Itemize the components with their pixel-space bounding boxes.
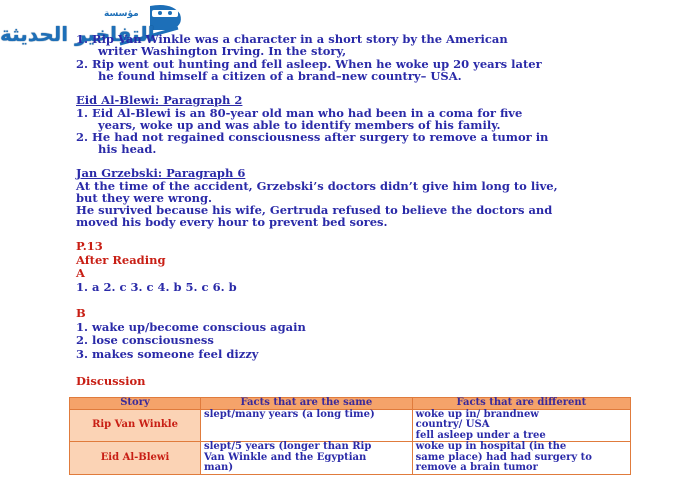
header-story: Story xyxy=(70,398,201,410)
after-reading-title: After Reading xyxy=(76,253,166,267)
table-header-row xyxy=(70,398,631,410)
cell-line: man) xyxy=(204,462,234,473)
row-same-cell xyxy=(201,409,413,442)
eid-item-2-line-1: 2. He had not regained consciousness after surgery to remove a tumor in xyxy=(76,130,549,144)
cell-line: slept/many years (a long time) xyxy=(204,408,375,420)
jan-paragraph-1-line-1: At the time of the accident, Grzebski’s doctors didn’t give him long to live, xyxy=(76,179,558,193)
intro-item-1-line-2: writer Washington Irving. In the story, xyxy=(98,44,347,58)
jan-paragraph-1-line-2: but they were wrong. xyxy=(76,191,213,205)
cell-line: slept/5 years (longer than Rip xyxy=(204,441,372,452)
header-same: Facts that are the same xyxy=(201,398,413,410)
eid-heading: Eid Al-Blewi: Paragraph 2 xyxy=(76,93,243,107)
section-b-answer-3: 3. makes someone feel dizzy xyxy=(76,347,259,361)
cell-line: woke up in/ brandnew xyxy=(415,408,539,420)
row-story-cell: Eid Al-Blewi xyxy=(70,442,201,475)
table-row xyxy=(70,409,631,442)
section-b-label: B xyxy=(76,306,86,320)
intro-item-2-line-2: he found himself a citizen of a brand–new country– USA. xyxy=(98,69,462,83)
discussion-table xyxy=(69,397,631,475)
table-row xyxy=(70,442,631,475)
row-different-cell xyxy=(412,409,630,442)
cell-line: remove a brain tumor xyxy=(415,462,538,473)
section-a-label: A xyxy=(76,266,85,280)
row-story-cell: Rip Van Winkle xyxy=(70,409,201,442)
intro-item-2-line-1: 2. Rip went out hunting and fell asleep. When he woke up 20 years later xyxy=(76,57,542,71)
section-b-answer-2: 2. lose consciousness xyxy=(76,333,214,347)
cell-line: same place) had had surgery to xyxy=(415,451,592,463)
cell-line: fell asleep under a tree xyxy=(415,429,546,441)
jan-paragraph-2-line-2: moved his body every hour to prevent bed sores. xyxy=(76,215,388,229)
logo-wordmark: التفاخير الحديثة xyxy=(0,22,155,46)
eid-item-1-line-1: 1. Eid Al-Blewi is an 80-year old man who had been in a coma for five xyxy=(76,106,523,120)
jan-paragraph-2-line-1: He survived because his wife, Gertruda refused to believe the doctors and xyxy=(76,203,553,217)
logo-org-text: مؤسسة xyxy=(104,9,139,19)
cell-line: Van Winkle and the Egyptian xyxy=(204,451,367,463)
eid-item-2-line-2: his head. xyxy=(98,142,157,156)
cell-line: country/ USA xyxy=(415,419,490,430)
page-number: P.13 xyxy=(76,239,103,253)
row-same-cell xyxy=(201,442,413,475)
row-different-cell xyxy=(412,442,630,475)
section-b-answer-1: 1. wake up/become conscious again xyxy=(76,320,306,334)
cell-line: woke up in hospital (in the xyxy=(415,441,567,452)
section-a-answers: 1. a 2. c 3. c 4. b 5. c 6. b xyxy=(76,280,237,294)
intro-item-1-line-1: 1. Rip Van Winkle was a character in a short story by the American xyxy=(76,32,508,46)
discussion-title: Discussion xyxy=(76,374,146,388)
jan-heading: Jan Grzebski: Paragraph 6 xyxy=(76,166,246,180)
eid-item-1-line-2: years, woke up and was able to identify members of his family. xyxy=(98,118,501,132)
header-different: Facts that are different xyxy=(412,398,630,410)
